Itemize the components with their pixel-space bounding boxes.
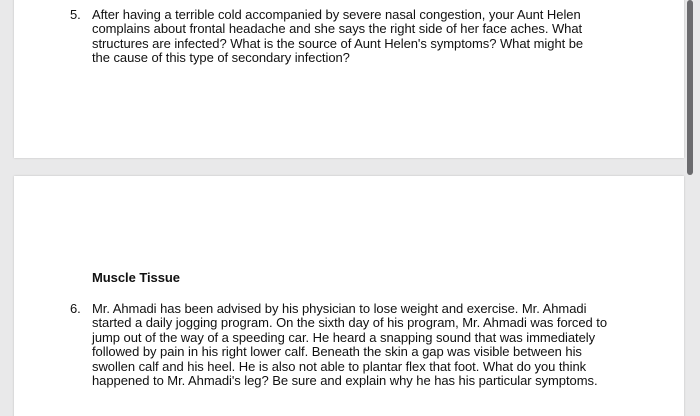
document-page-1 <box>14 0 684 158</box>
question-6-text: Mr. Ahmadi has been advised by his physician to lose weight and exercise. Mr. Ahmadi started a daily jogging program. On the sixth day of his program, Mr. Ahmadi was forced to jump out of the way of a speeding car. He heard a snapping sound that was immediately followed by pain in his right lower calf. Beneath the skin a gap was visible between his swollen calf and his heel. He is also not able to plantar flex that foot. What do you think happened to Mr. Ahmadi's leg? Be sure and explain why he has his particular symptoms. <box>92 301 608 389</box>
question-6 <box>70 301 622 389</box>
vertical-scrollbar[interactable] <box>687 0 693 175</box>
question-5 <box>70 7 602 66</box>
section-heading: Muscle Tissue <box>92 270 180 285</box>
document-page-2 <box>14 176 684 416</box>
question-5-text: After having a terrible cold accompanied by severe nasal congestion, your Aunt Helen complains about frontal headache and she says the right side of her face aches. What structures are infected? What is the source of Aunt Helen's symptoms? What might be the cause of this type of secondary infection? <box>92 7 584 66</box>
question-5-number: 5. <box>70 7 81 22</box>
question-6-number: 6. <box>70 301 81 316</box>
